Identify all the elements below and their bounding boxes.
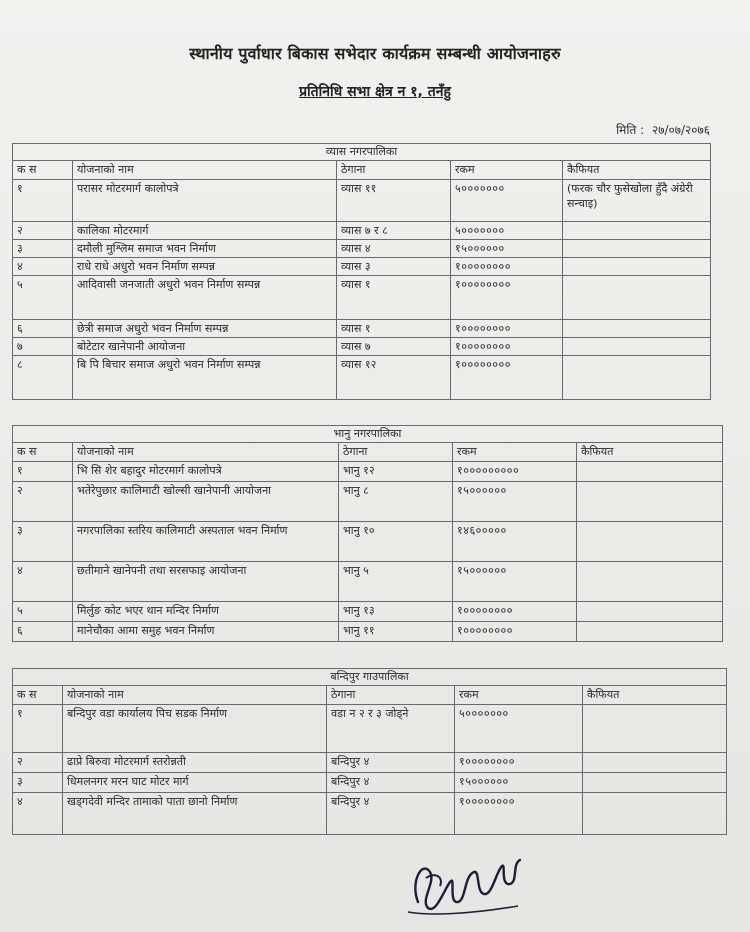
municipality-name: व्यास नगरपालिका bbox=[13, 144, 711, 161]
municipality-name: बन्दिपुर गाउपालिका bbox=[13, 669, 727, 686]
cell-address: बन्दिपुर ४ bbox=[327, 773, 455, 793]
cell-address: व्यास ७ र ८ bbox=[337, 222, 451, 240]
cell-remarks bbox=[563, 222, 711, 240]
cell-amount: १००००००००० bbox=[453, 462, 577, 482]
table-row bbox=[13, 705, 727, 753]
cell-address: भानु १० bbox=[339, 522, 453, 562]
cell-serial: २ bbox=[13, 482, 73, 522]
cell-serial: २ bbox=[13, 222, 73, 240]
cell-serial: १ bbox=[13, 705, 63, 753]
cell-amount: ५००००००० bbox=[451, 222, 563, 240]
cell-amount: १०००००००० bbox=[451, 338, 563, 356]
cell-serial: ३ bbox=[13, 240, 73, 258]
header-project-name: योजनाको नाम bbox=[73, 161, 337, 180]
cell-project-name: भतेरेपुछार कालिमाटी खोल्सी खानेपानी आयोजना bbox=[73, 482, 339, 522]
cell-amount: १०००००००० bbox=[455, 793, 583, 835]
cell-address: बन्दिपुर ४ bbox=[327, 753, 455, 773]
table-row bbox=[13, 753, 727, 773]
table-row bbox=[13, 773, 727, 793]
cell-remarks bbox=[583, 773, 727, 793]
cell-amount: १५०००००० bbox=[453, 482, 577, 522]
cell-address: व्यास १ bbox=[337, 320, 451, 338]
cell-project-name: खड्गदेवी मन्दिर तामाको पाता छानो निर्माण bbox=[63, 793, 327, 835]
cell-amount: ५००००००० bbox=[455, 705, 583, 753]
cell-project-name: बि पि बिचार समाज अधुरो भवन निर्माण सम्पन्न bbox=[73, 356, 337, 400]
column-header-row bbox=[13, 443, 723, 462]
cell-amount: १०००००००० bbox=[453, 602, 577, 622]
municipality-name: भानु नगरपालिका bbox=[13, 426, 723, 443]
cell-serial: ३ bbox=[13, 773, 63, 793]
table-row bbox=[13, 222, 711, 240]
table-row bbox=[13, 356, 711, 400]
cell-remarks bbox=[563, 320, 711, 338]
cell-serial: ५ bbox=[13, 602, 73, 622]
cell-serial: ६ bbox=[13, 622, 73, 642]
cell-remarks bbox=[583, 753, 727, 773]
cell-project-name: छतीमाने खानेपनी तथा सरसफाइ आयोजना bbox=[73, 562, 339, 602]
cell-amount: ५००००००० bbox=[451, 180, 563, 222]
header-serial: क स bbox=[13, 686, 63, 705]
header-serial: क स bbox=[13, 161, 73, 180]
cell-amount: १०००००००० bbox=[451, 258, 563, 276]
cell-project-name: राधे राधे अधुरो भवन निर्माण सम्पन्न bbox=[73, 258, 337, 276]
table-row bbox=[13, 562, 723, 602]
table-row bbox=[13, 338, 711, 356]
date-value: २७/०७/२०७६ bbox=[651, 123, 710, 137]
cell-address: भानु ८ bbox=[339, 482, 453, 522]
table-row bbox=[13, 258, 711, 276]
cell-serial: ४ bbox=[13, 793, 63, 835]
cell-project-name: कालिका मोटरमार्ग bbox=[73, 222, 337, 240]
cell-project-name: नगरपालिका स्तरिय कालिमाटी अस्पताल भवन निर्माण bbox=[73, 522, 339, 562]
cell-address: व्यास ७ bbox=[337, 338, 451, 356]
header-project-name: योजनाको नाम bbox=[73, 443, 339, 462]
cell-remarks bbox=[583, 793, 727, 835]
cell-remarks bbox=[583, 705, 727, 753]
cell-remarks bbox=[577, 602, 723, 622]
table-row bbox=[13, 462, 723, 482]
cell-address: भानु ५ bbox=[339, 562, 453, 602]
cell-amount: १५०००००० bbox=[453, 562, 577, 602]
cell-project-name: धिमलनगर मरन घाट मोटर मार्ग bbox=[63, 773, 327, 793]
cell-project-name: परासर मोटरमार्ग कालोपत्रे bbox=[73, 180, 337, 222]
column-header-row bbox=[13, 686, 727, 705]
table-row bbox=[13, 602, 723, 622]
cell-project-name: छेत्री समाज अधुरो भवन निर्माण सम्पन्न bbox=[73, 320, 337, 338]
cell-serial: ३ bbox=[13, 522, 73, 562]
document-date bbox=[616, 121, 710, 138]
document-subtitle: प्रतिनिधि सभा क्षेत्र न १, तनँहु bbox=[299, 84, 451, 100]
table-row bbox=[13, 482, 723, 522]
cell-remarks bbox=[563, 258, 711, 276]
header-remarks: कैफियत bbox=[563, 161, 711, 180]
cell-remarks bbox=[577, 522, 723, 562]
cell-address: व्यास ३ bbox=[337, 258, 451, 276]
cell-project-name: बन्दिपुर वडा कार्यालय पिच सडक निर्माण bbox=[63, 705, 327, 753]
cell-address: भानु १३ bbox=[339, 602, 453, 622]
cell-remarks bbox=[563, 356, 711, 400]
cell-serial: ७ bbox=[13, 338, 73, 356]
header-amount: रकम bbox=[451, 161, 563, 180]
table-row bbox=[13, 276, 711, 320]
cell-address: भानु ११ bbox=[339, 622, 453, 642]
cell-project-name: भि सि शेर बहादुर मोटरमार्ग कालोपत्रे bbox=[73, 462, 339, 482]
cell-amount: १५०००००० bbox=[451, 240, 563, 258]
table-row bbox=[13, 522, 723, 562]
cell-address: व्यास ४ bbox=[337, 240, 451, 258]
date-label: मिति : bbox=[616, 123, 645, 137]
cell-serial: ६ bbox=[13, 320, 73, 338]
cell-address: व्यास १२ bbox=[337, 356, 451, 400]
header-amount: रकम bbox=[455, 686, 583, 705]
cell-amount: १५०००००० bbox=[455, 773, 583, 793]
header-address: ठेगाना bbox=[339, 443, 453, 462]
cell-amount: १४६००००० bbox=[453, 522, 577, 562]
cell-remarks bbox=[563, 338, 711, 356]
bhanu-municipality-table bbox=[12, 425, 723, 642]
cell-amount: १०००००००० bbox=[451, 356, 563, 400]
cell-address: वडा न २ र ३ जोड्ने bbox=[327, 705, 455, 753]
cell-address: बन्दिपुर ४ bbox=[327, 793, 455, 835]
header-serial: क स bbox=[13, 443, 73, 462]
header-remarks: कैफियत bbox=[577, 443, 723, 462]
header-project-name: योजनाको नाम bbox=[63, 686, 327, 705]
cell-serial: १ bbox=[13, 180, 73, 222]
cell-project-name: आदिवासी जनजाती अधुरो भवन निर्माण सम्पन्न bbox=[73, 276, 337, 320]
cell-serial: २ bbox=[13, 753, 63, 773]
cell-project-name: दमौली मुश्लिम समाज भवन निर्माण bbox=[73, 240, 337, 258]
cell-remarks bbox=[577, 482, 723, 522]
cell-remarks bbox=[577, 462, 723, 482]
cell-remarks bbox=[577, 622, 723, 642]
table-row bbox=[13, 793, 727, 835]
cell-address: व्यास १ bbox=[337, 276, 451, 320]
cell-address: व्यास ११ bbox=[337, 180, 451, 222]
cell-serial: १ bbox=[13, 462, 73, 482]
header-address: ठेगाना bbox=[327, 686, 455, 705]
municipality-header-row bbox=[13, 426, 723, 443]
cell-amount: १०००००००० bbox=[455, 753, 583, 773]
cell-project-name: बोटेटार खानेपानी आयोजना bbox=[73, 338, 337, 356]
header-remarks: कैफियत bbox=[583, 686, 727, 705]
table-row bbox=[13, 320, 711, 338]
cell-remarks bbox=[563, 240, 711, 258]
cell-amount: १०००००००० bbox=[453, 622, 577, 642]
cell-serial: ४ bbox=[13, 258, 73, 276]
table-row bbox=[13, 622, 723, 642]
cell-amount: १०००००००० bbox=[451, 276, 563, 320]
table-row bbox=[13, 240, 711, 258]
cell-address: भानु १२ bbox=[339, 462, 453, 482]
header-address: ठेगाना bbox=[337, 161, 451, 180]
bandipur-rural-municipality-table bbox=[12, 668, 727, 835]
document-title: स्थानीय पुर्वाधार बिकास सभेदार कार्यक्रम सम्बन्धी आयोजनाहरु bbox=[189, 44, 561, 63]
cell-serial: ५ bbox=[13, 276, 73, 320]
municipality-header-row bbox=[13, 144, 711, 161]
cell-remarks bbox=[577, 562, 723, 602]
cell-serial: ८ bbox=[13, 356, 73, 400]
cell-project-name: मानेचौका आमा समुह भवन निर्माण bbox=[73, 622, 339, 642]
header-amount: रकम bbox=[453, 443, 577, 462]
signature bbox=[400, 842, 540, 922]
cell-serial: ४ bbox=[13, 562, 73, 602]
column-header-row bbox=[13, 161, 711, 180]
table-row bbox=[13, 180, 711, 222]
cell-remarks: (फरक चौर फुसेखोला हुँदै अंग्रेरी सन्चाइ) bbox=[563, 180, 711, 222]
cell-amount: १०००००००० bbox=[451, 320, 563, 338]
municipality-header-row bbox=[13, 669, 727, 686]
cell-project-name: मिर्लुङ कोट भएर थान मन्दिर निर्माण bbox=[73, 602, 339, 622]
vyas-municipality-table bbox=[12, 143, 711, 400]
cell-remarks bbox=[563, 276, 711, 320]
cell-project-name: ढाप्रे बिरुवा मोटरमार्ग स्तरोन्नती bbox=[63, 753, 327, 773]
